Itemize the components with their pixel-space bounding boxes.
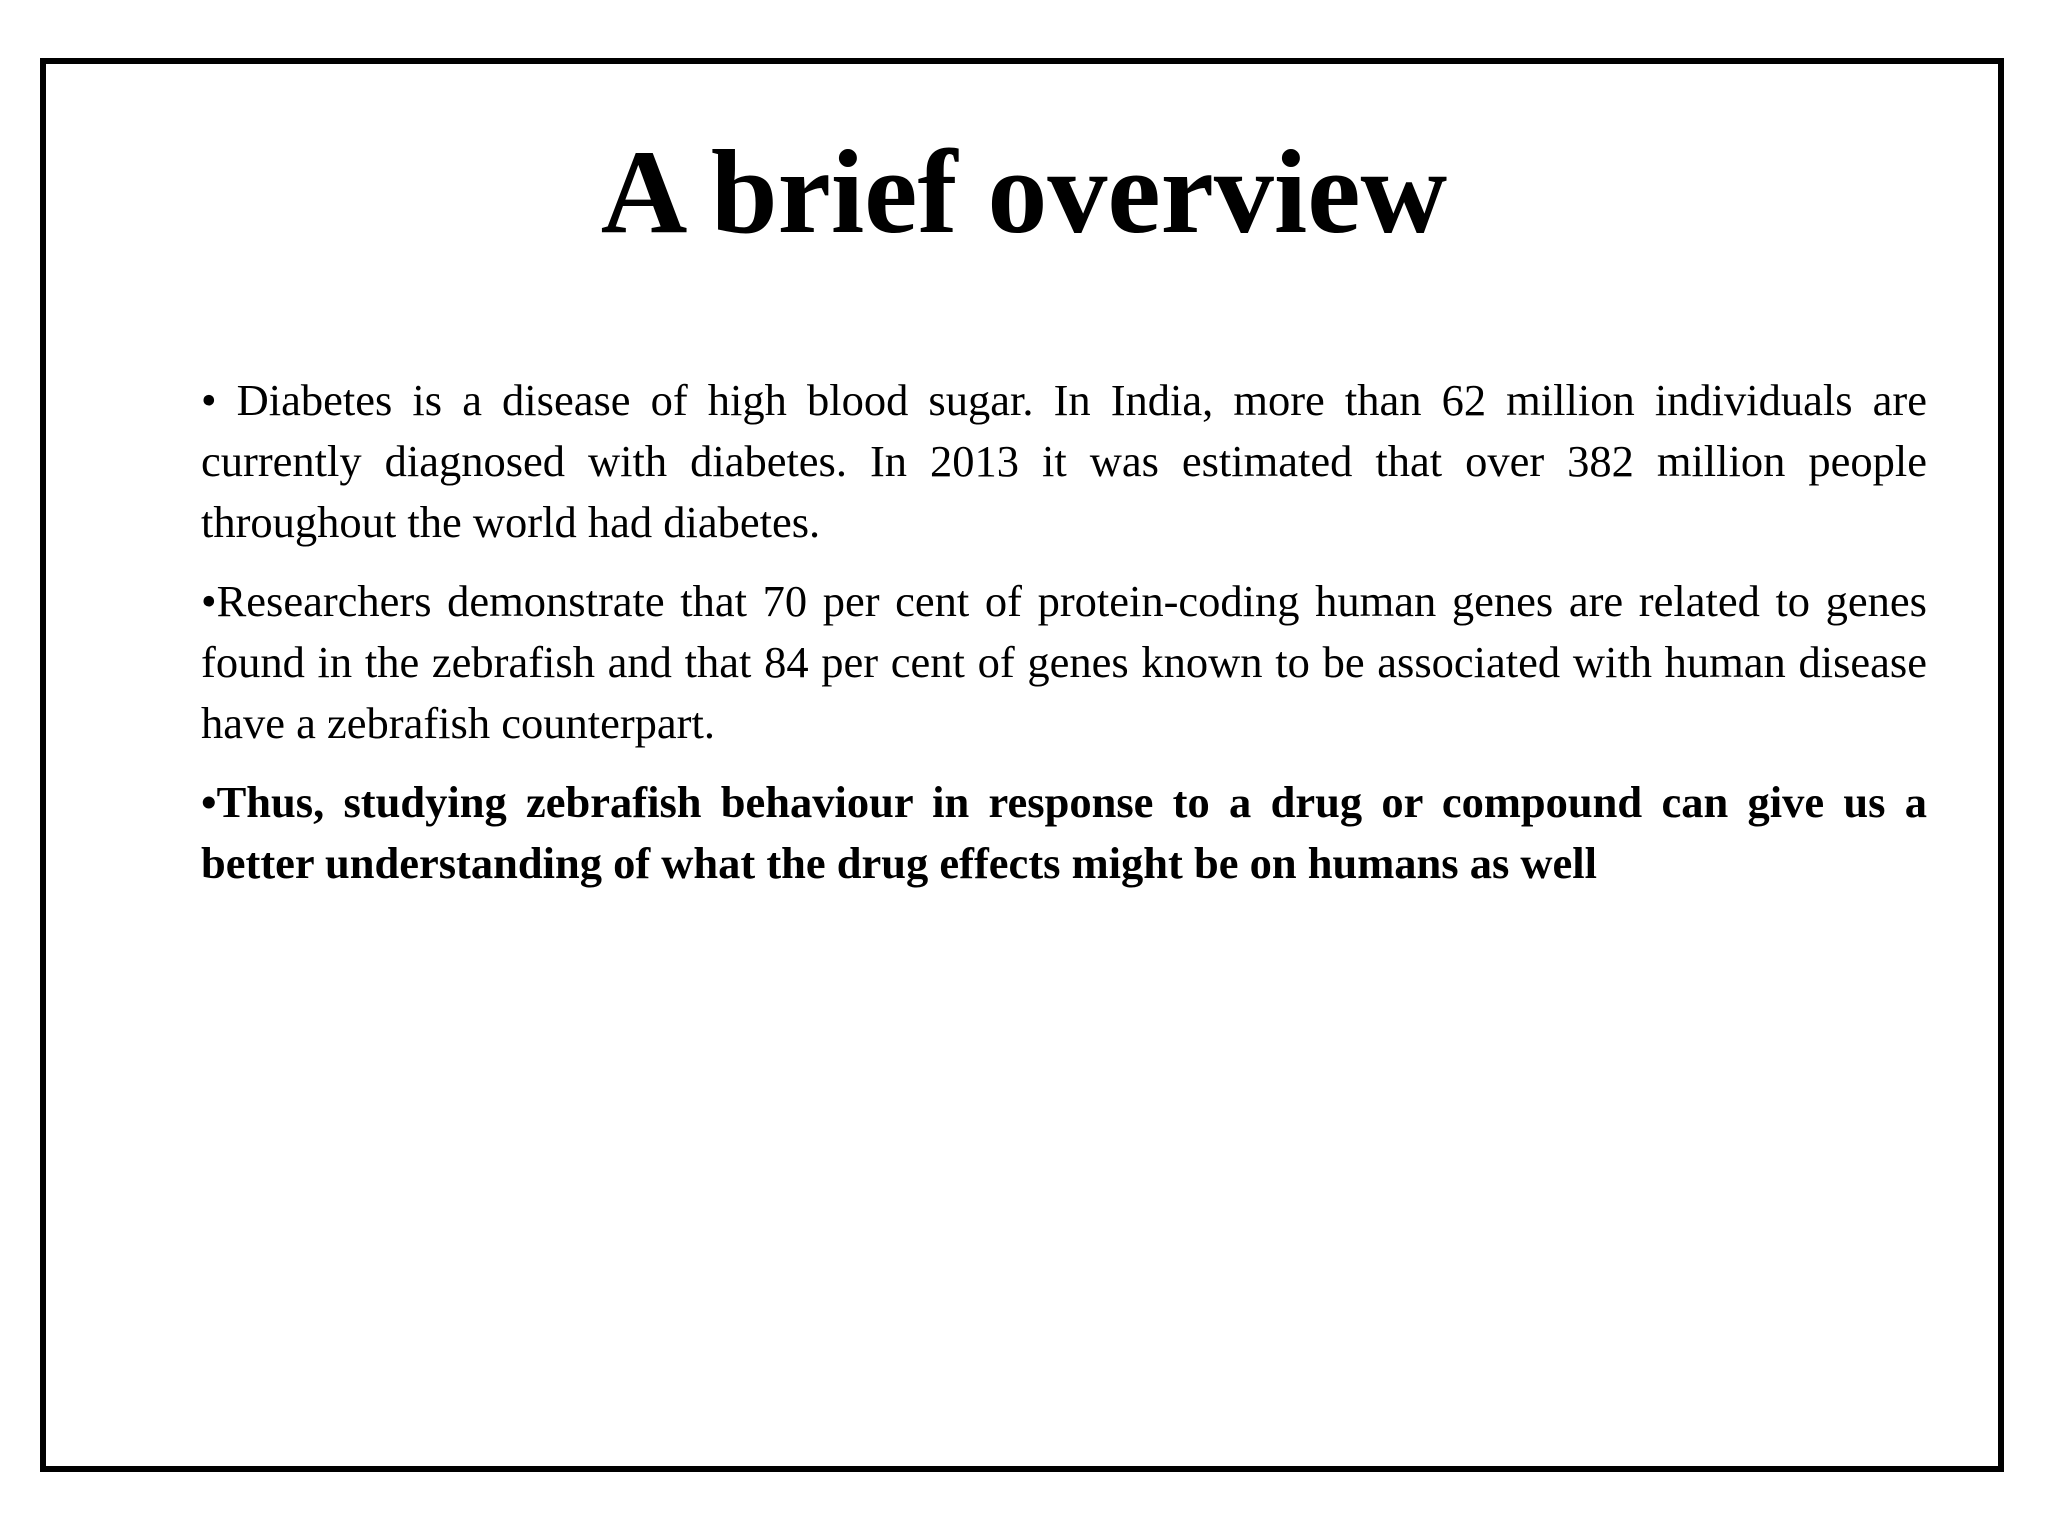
bullet-zebrafish-genes: •Researchers demonstrate that 70 per cent of protein-coding human genes are related to genes found in the zebrafish and that 84 per cent of genes known to be associated with human disease have a zebrafish counterpart. (201, 576, 1927, 748)
slide-title: A brief overview (600, 125, 1448, 258)
bullet-conclusion: •Thus, studying zebrafish behaviour in response to a drug or compound can give us a better understanding of what the drug effects might be on humans as well (201, 777, 1927, 888)
bullet-list (201, 370, 1927, 912)
bullet-diabetes-stats: • Diabetes is a disease of high blood sugar. In India, more than 62 million individuals are currently diagnosed with diabetes. In 2013 it was estimated that over 382 million people throughout the world had diabetes. (201, 375, 1927, 547)
